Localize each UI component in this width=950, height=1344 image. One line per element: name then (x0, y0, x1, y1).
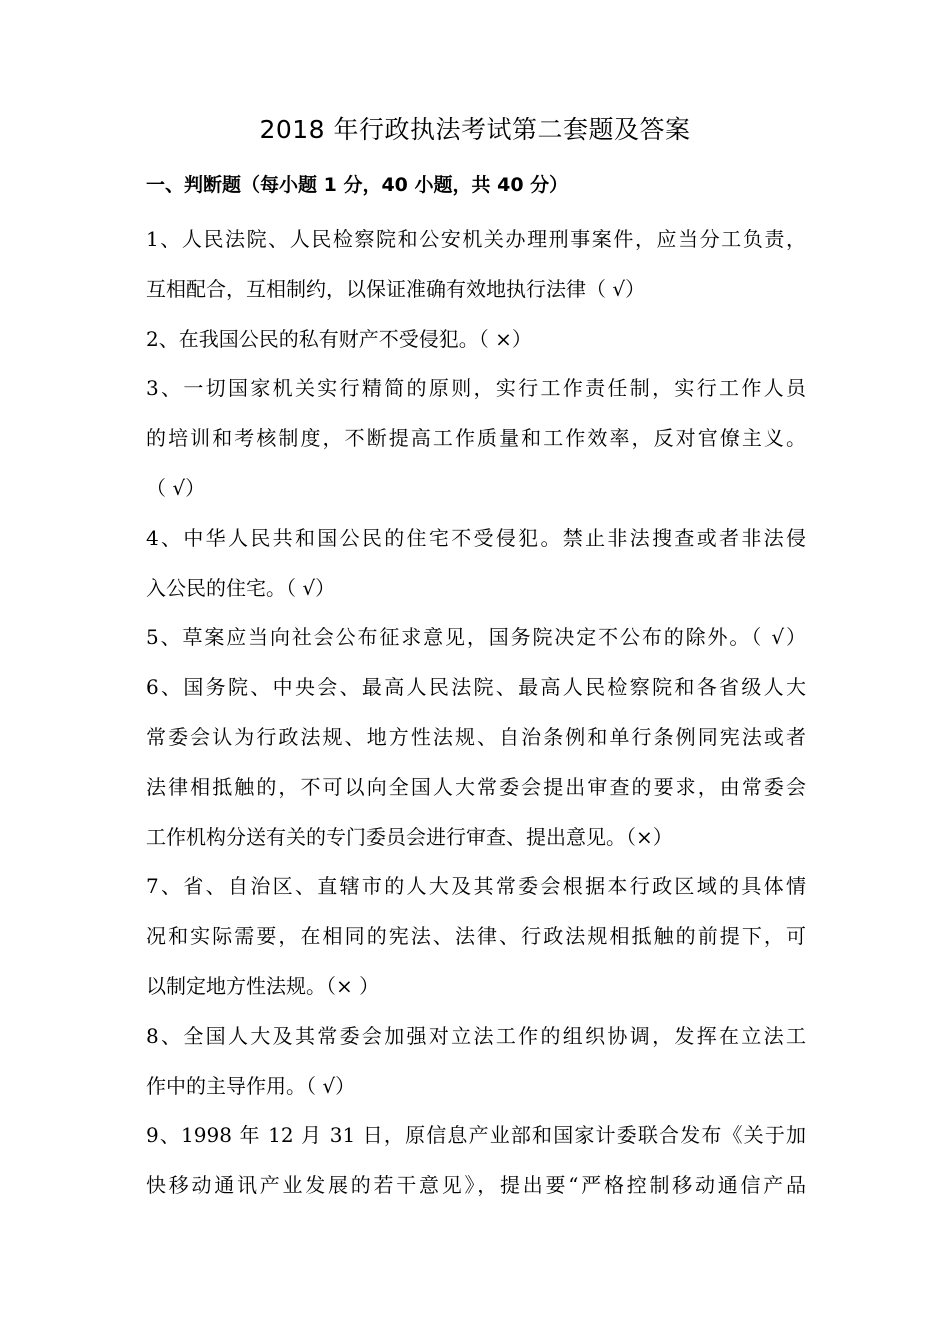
text-line: 以制定地方性法规。（× ） (146, 973, 380, 998)
text-line: 4、中华人民共和国公民的住宅不受侵犯。禁止非法搜查或者非法侵 (146, 525, 806, 550)
text-line: 的培训和考核制度，不断提高工作质量和工作效率，反对官僚主义。 (146, 426, 806, 451)
text-line: 常委会认为行政法规、地方性法规、自治条例和单行条例同宪法或者 (146, 724, 806, 749)
question-list (146, 215, 806, 1211)
section-heading: 一、判断题（每小题 1 分，40 小题，共 40 分） (146, 174, 569, 196)
text-line: 7、省、自治区、直辖市的人大及其常委会根据本行政区域的具体情 (146, 874, 806, 899)
text-line: 法律相抵触的，不可以向全国人大常委会提出审查的要求，由常委会 (146, 774, 806, 799)
text-line: 快移动通讯产业发展的若干意见》，提出要“严格控制移动通信产品 (146, 1173, 806, 1198)
text-line: 3、一切国家机关实行精简的原则，实行工作责任制，实行工作人员 (146, 376, 806, 401)
text-line: 9、1998 年 12 月 31 日，原信息产业部和国家计委联合发布《关于加 (146, 1123, 806, 1148)
text-line: 2、在我国公民的私有财产不受侵犯。（ ×） (146, 326, 532, 351)
text-line: 工作机构分送有关的专门委员会进行审查、提出意见。（×） (146, 824, 673, 849)
text-line: 8、全国人大及其常委会加强对立法工作的组织协调，发挥在立法工 (146, 1023, 806, 1048)
text-line: 5、草案应当向社会公布征求意见，国务院决定不公布的除外。（ √） (146, 625, 806, 650)
text-line: 1、人民法院、人民检察院和公安机关办理刑事案件，应当分工负责， (146, 227, 806, 251)
text-line: 况和实际需要，在相同的宪法、法律、行政法规相抵触的前提下，可 (146, 924, 806, 949)
text-line: 6、国务院、中央会、最高人民法院、最高人民检察院和各省级人大 (146, 675, 806, 700)
text-line: 互相配合，互相制约，以保证准确有效地执行法律（ √） (146, 276, 646, 301)
document-title: 2018 年行政执法考试第二套题及答案 (259, 115, 691, 144)
text-line: 入公民的住宅。（ √） (146, 575, 336, 600)
text-line: 作中的主导作用。（ √） (146, 1073, 356, 1098)
text-line: （ √） (146, 475, 206, 500)
